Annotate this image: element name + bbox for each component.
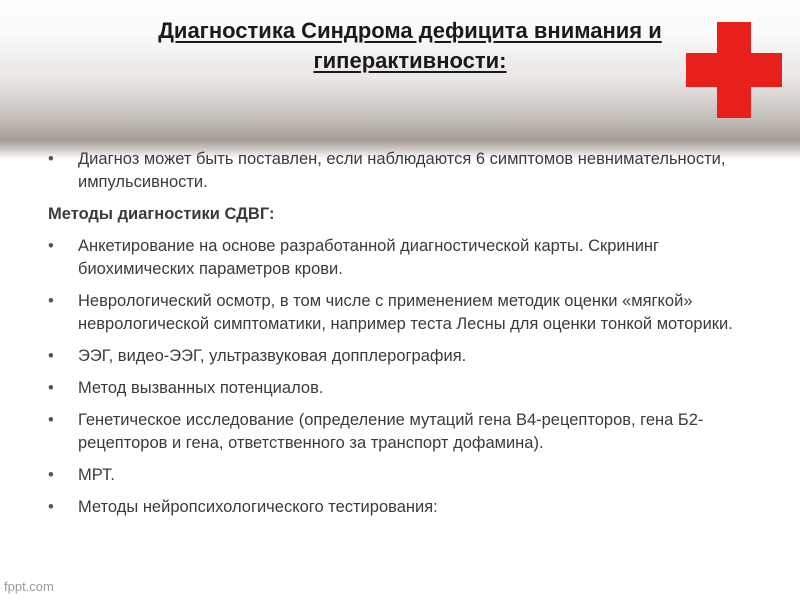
list-item [48,496,748,519]
list-item-text: Методы нейропсихологического тестирования: [78,498,438,516]
bullet-icon: • [48,237,54,255]
bullet-icon: • [48,292,54,310]
footer-watermark: fppt.com [4,579,54,594]
list-item-text: Анкетирование на основе разработанной диагностической карты. Скрининг биохимических параметров крови. [78,237,660,278]
bullet-icon: • [48,347,54,365]
bullet-icon: • [48,379,54,397]
list-item-text: МРТ. [78,466,115,484]
list-item-text: Генетическое исследование (определение мутаций гена В4-рецепторов, гена Б2-рецепторов и гена, ответственного за транспорт дофамина). [78,411,704,452]
list-item-text: Метод вызванных потенциалов. [78,379,324,397]
list-item-text: Неврологический осмотр, в том числе с применением методик оценки «мягкой» неврологической симптоматики, например теста Лесны для оценки тонкой моторики. [78,292,733,333]
list-item [48,409,748,455]
red-cross-icon [686,22,782,118]
list-item [48,290,748,336]
bullet-icon: • [48,498,54,516]
bullet-icon: • [48,411,54,429]
list-item [48,377,748,400]
slide-content [48,148,748,528]
list-item [48,148,748,194]
bullet-icon: • [48,466,54,484]
list-item-text: Диагноз может быть поставлен, если наблюдаются 6 симптомов невнимательности, импульсивности. [78,150,726,191]
cross-horizontal-bar [686,53,782,87]
list-item [48,464,748,487]
list-item [48,345,748,368]
bullet-icon: • [48,150,54,168]
slide-title: Диагностика Синдрома дефицита внимания и гиперактивности: [158,18,662,73]
list-item [48,235,748,281]
methods-heading: Методы диагностики СДВГ: [48,205,275,223]
list-item-text: ЭЭГ, видео-ЭЭГ, ультразвуковая допплерография. [78,347,467,365]
